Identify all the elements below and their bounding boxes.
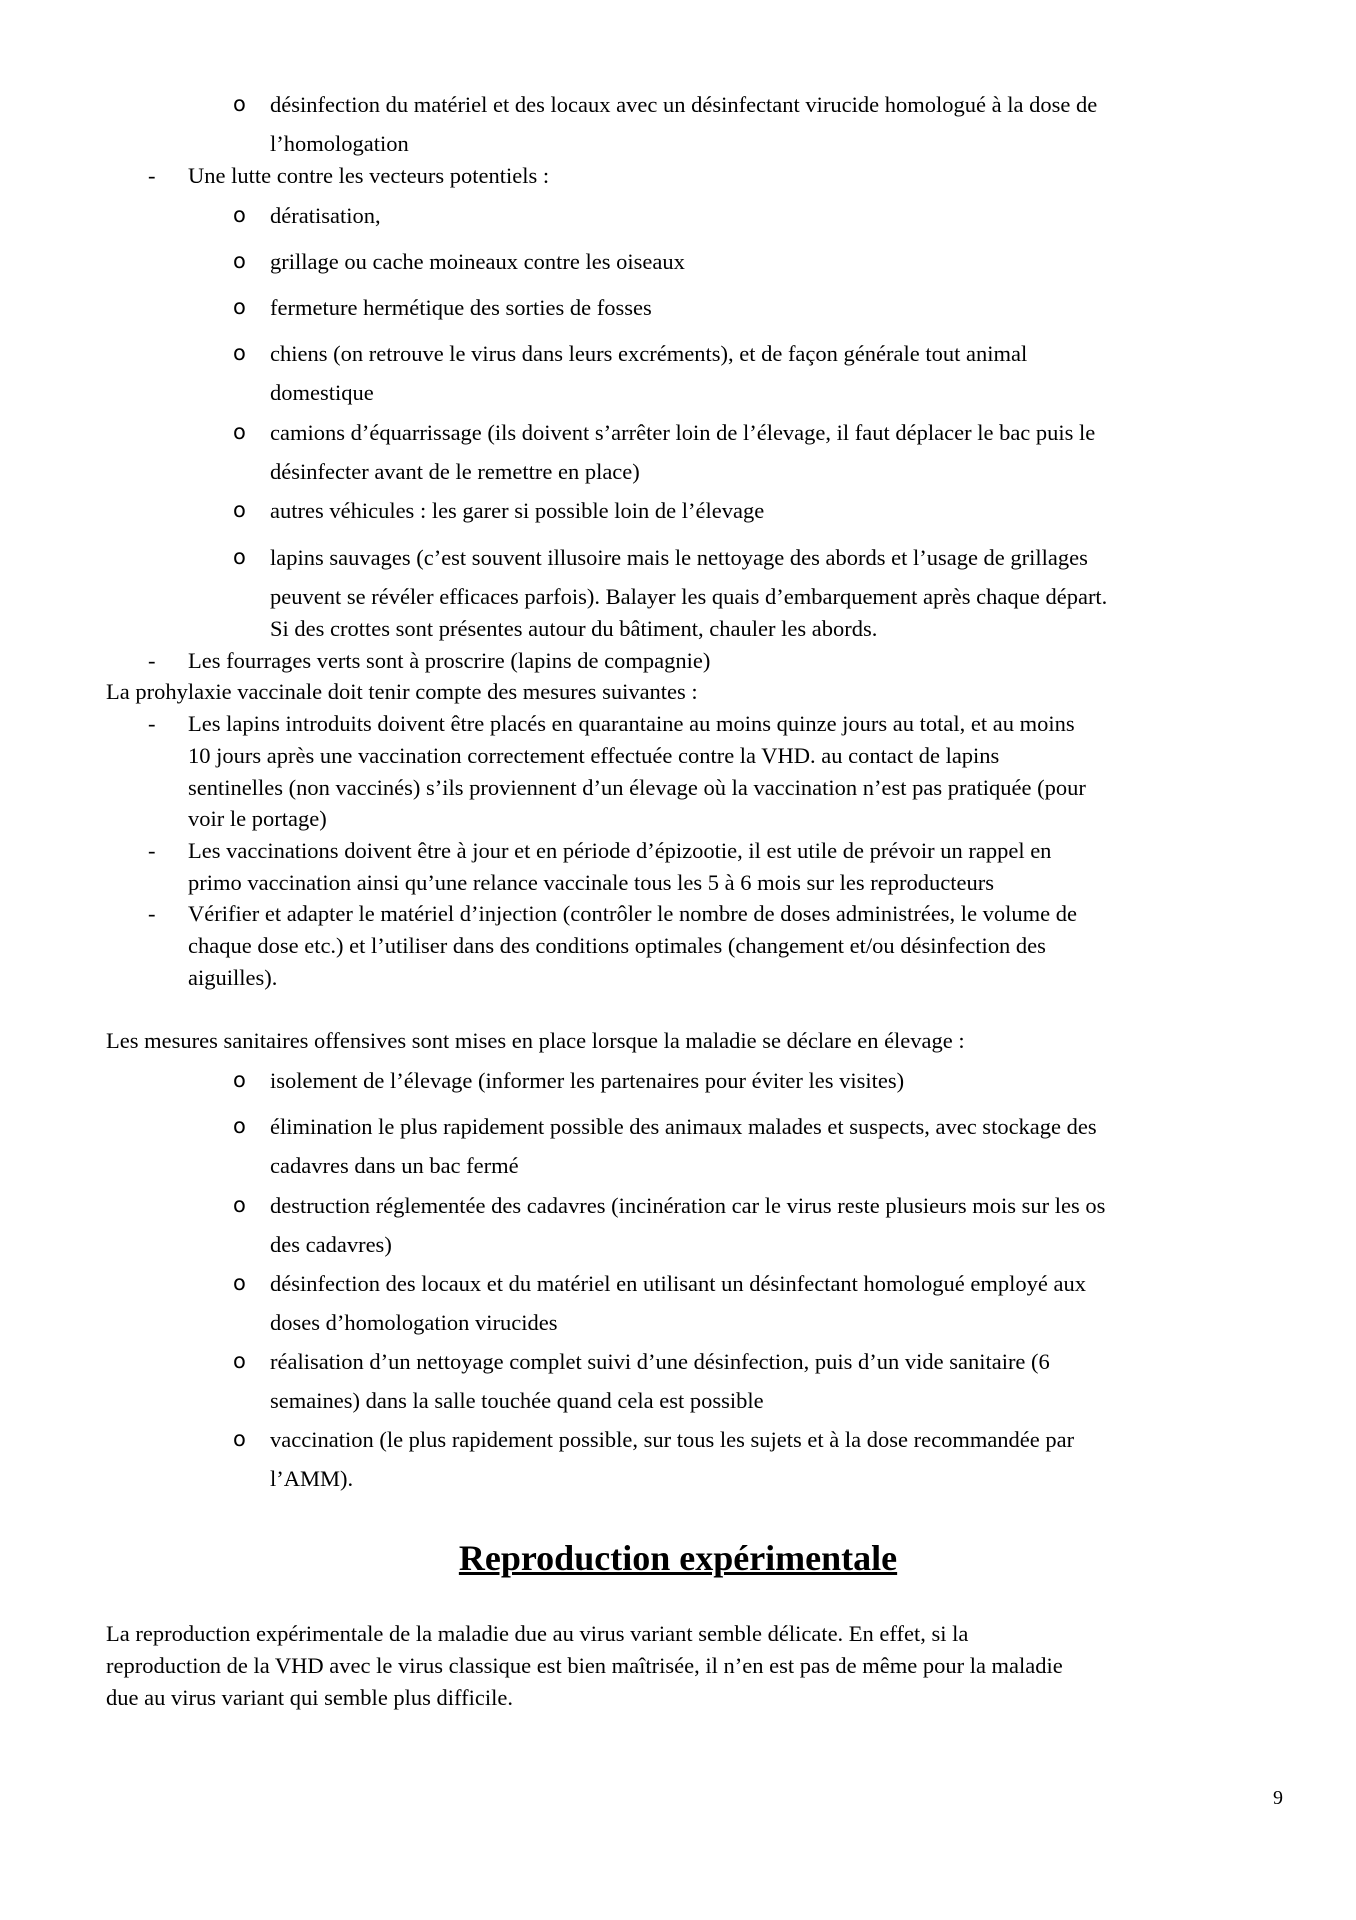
vaccine-item: Les lapins introduits doivent être placés en quarantaine au moins quinze jours au total, et au moins <box>188 711 1075 736</box>
circle-bullet-icon: o <box>233 341 246 365</box>
final-paragraph-line: due au virus variant qui semble plus difficile. <box>106 1685 513 1710</box>
offensive-item: désinfection des locaux et du matériel en utilisant un désinfectant homologué employé aux <box>270 1271 1087 1296</box>
vaccine-item: aiguilles). <box>188 965 278 990</box>
dash-bullet-icon: - <box>148 711 156 736</box>
vector-item: désinfecter avant de le remettre en place) <box>270 459 640 484</box>
section-heading: Reproduction expérimentale <box>458 1538 898 1578</box>
vector-item: domestique <box>270 380 374 405</box>
circle-bullet-icon: o <box>233 1271 246 1295</box>
vaccine-item: Les vaccinations doivent être à jour et en période d’épizootie, il est utile de prévoir un rappel en <box>188 838 1052 863</box>
dash-bullet-icon: - <box>148 838 156 863</box>
final-paragraph-line: reproduction de la VHD avec le virus classique est bien maîtrisée, il n’en est pas de même pour la maladie <box>106 1653 1063 1678</box>
circle-bullet-icon: o <box>233 295 246 319</box>
offensive-item: cadavres dans un bac fermé <box>270 1153 519 1178</box>
vaccine-item: primo vaccination ainsi qu’une relance vaccinale tous les 5 à 6 mois sur les reproducteurs <box>188 870 994 895</box>
vector-item: dératisation, <box>270 203 381 228</box>
offensive-item: l’AMM). <box>270 1466 354 1491</box>
vaccine-item: voir le portage) <box>188 806 327 831</box>
circle-bullet-icon: o <box>233 545 246 569</box>
circle-bullet-icon: o <box>233 203 246 227</box>
vaccine-item: chaque dose etc.) et l’utiliser dans des conditions optimales (changement et/ou désinfection des <box>188 933 1046 958</box>
circle-bullet-icon: o <box>233 1114 246 1138</box>
circle-bullet-icon: o <box>233 420 246 444</box>
vector-item: peuvent se révéler efficaces parfois). Balayer les quais d’embarquement après chaque départ. <box>270 584 1108 609</box>
circle-bullet-icon: o <box>233 1427 246 1451</box>
circle-bullet-icon: o <box>233 1068 246 1092</box>
vector-item: autres véhicules : les garer si possible loin de l’élevage <box>270 498 765 523</box>
offensive-intro: Les mesures sanitaires offensives sont mises en place lorsque la maladie se déclare en élevage : <box>106 1028 965 1053</box>
vector-item: Si des crottes sont présentes autour du bâtiment, chauler les abords. <box>270 616 878 641</box>
dash-bullet-icon: - <box>148 648 156 673</box>
offensive-item: des cadavres) <box>270 1232 392 1257</box>
vaccine-item: 10 jours après une vaccination correctement effectuée contre la VHD. au contact de lapins <box>188 743 1000 768</box>
circle-bullet-icon: o <box>233 1193 246 1217</box>
circle-bullet-icon: o <box>233 498 246 522</box>
offensive-item: doses d’homologation virucides <box>270 1310 558 1335</box>
fourrage-line: Les fourrages verts sont à proscrire (lapins de compagnie) <box>188 648 711 673</box>
final-paragraph-line: La reproduction expérimentale de la maladie due au virus variant semble délicate. En effet, si la <box>106 1621 969 1646</box>
circle-bullet-icon: o <box>233 1349 246 1373</box>
page-number: 9 <box>1273 1787 1283 1809</box>
vector-item: chiens (on retrouve le virus dans leurs excréments), et de façon générale tout animal <box>270 341 1028 366</box>
vectors-intro: Une lutte contre les vecteurs potentiels : <box>188 163 550 188</box>
vaccine-item: Vérifier et adapter le matériel d’injection (contrôler le nombre de doses administrées, le volume de <box>188 901 1078 926</box>
vector-item: grillage ou cache moineaux contre les oiseaux <box>270 249 685 274</box>
vector-item: fermeture hermétique des sorties de fosses <box>270 295 652 320</box>
offensive-item: réalisation d’un nettoyage complet suivi d’une désinfection, puis d’un vide sanitaire (6 <box>270 1349 1050 1374</box>
circle-bullet-icon: o <box>233 92 246 116</box>
offensive-item: isolement de l’élevage (informer les partenaires pour éviter les visites) <box>270 1068 905 1093</box>
dash-bullet-icon: - <box>148 901 156 926</box>
vaccine-item: sentinelles (non vaccinés) s’ils proviennent d’un élevage où la vaccination n’est pas pratiquée (pour <box>188 775 1086 800</box>
hygiene-line: l’homologation <box>270 131 409 156</box>
offensive-item: semaines) dans la salle touchée quand cela est possible <box>270 1388 764 1413</box>
offensive-item: élimination le plus rapidement possible des animaux malades et suspects, avec stockage des <box>270 1114 1097 1139</box>
vector-item: camions d’équarrissage (ils doivent s’arrêter loin de l’élevage, il faut déplacer le bac puis le <box>270 420 1096 445</box>
offensive-item: destruction réglementée des cadavres (incinération car le virus reste plusieurs mois sur les os <box>270 1193 1106 1218</box>
vaccine-intro: La prohylaxie vaccinale doit tenir compte des mesures suivantes : <box>106 679 698 704</box>
vector-item: lapins sauvages (c’est souvent illusoire mais le nettoyage des abords et l’usage de grillages <box>270 545 1088 570</box>
offensive-item: vaccination (le plus rapidement possible, sur tous les sujets et à la dose recommandée par <box>270 1427 1075 1452</box>
circle-bullet-icon: o <box>233 249 246 273</box>
hygiene-line: désinfection du matériel et des locaux avec un désinfectant virucide homologué à la dose de <box>270 92 1098 117</box>
dash-bullet-icon: - <box>148 163 156 188</box>
